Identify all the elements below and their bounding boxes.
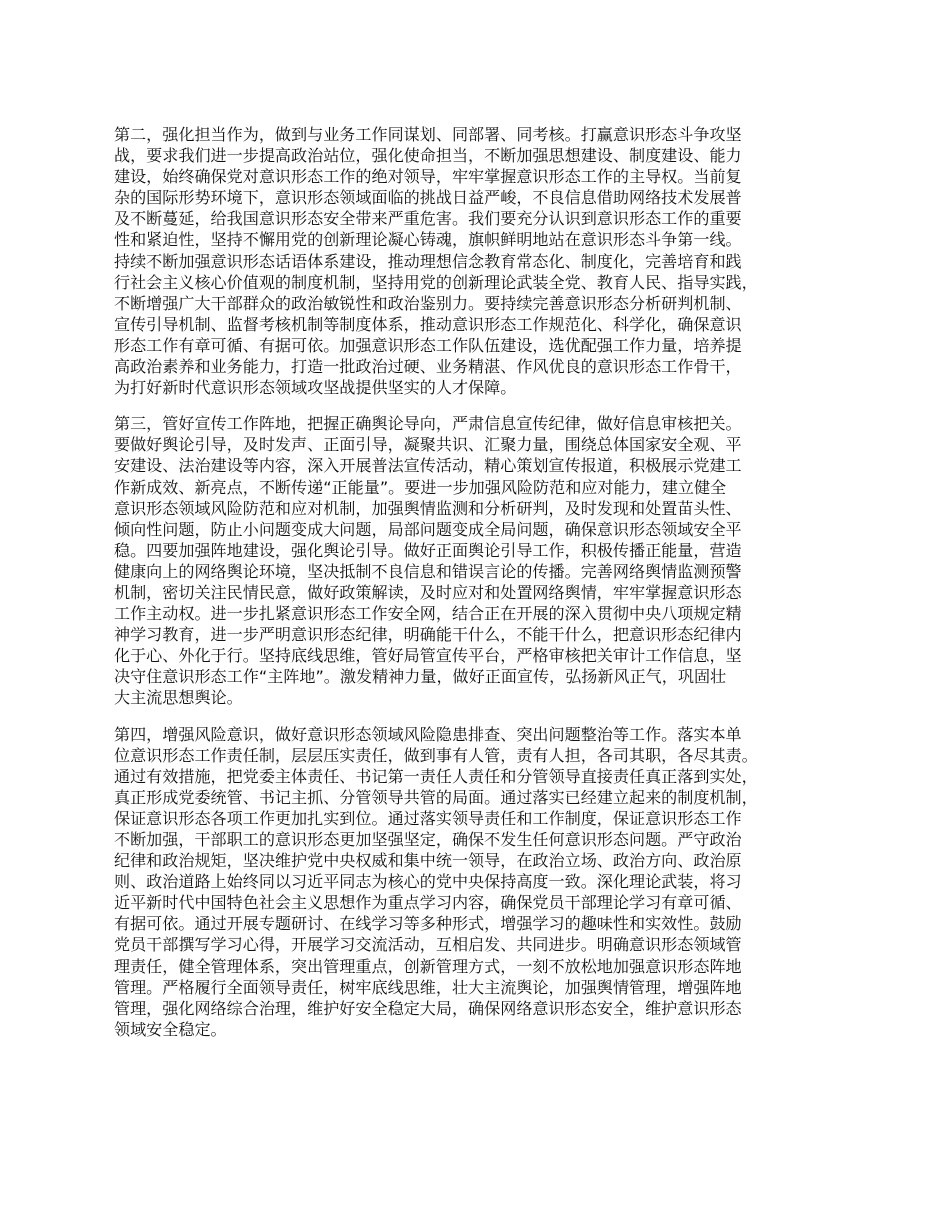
text-line: 理责任，健全管理体系，突出管理重点，创新管理方式，一刻不放松地加强意识形态阵地 [114, 956, 742, 976]
text-line: 决守住意识形态工作“主阵地”。激发精神力量，做好正面宣传，弘扬新风正气，巩固壮 [114, 667, 727, 687]
text-line: 健康向上的网络舆论环境，坚决抵制不良信息和错误言论的传播。完善网络舆情监测预警 [114, 561, 742, 581]
text-line: 为打好新时代意识形态领域攻坚战提供坚实的人才保障。 [114, 378, 517, 398]
text-line: 神学习教育，进一步严明意识形态纪律，明确能干什么，不能干什么，把意识形态纪律内 [114, 625, 742, 645]
text-line: 化于心、外化于行。坚持底线思维，管好局管宣传平台，严格审核把关审计工作信息，坚 [114, 646, 742, 666]
text-line: 宣传引导机制、监督考核机制等制度体系，推动意识形态工作规范化、科学化，确保意识 [114, 314, 742, 334]
text-line: 高政治素养和业务能力，打造一批政治过硬、业务精湛、作风优良的意识形态工作骨干， [114, 357, 742, 377]
text-line: 管理，强化网络综合治理，维护好安全稳定大局，确保网络意识形态安全，维护意识形态 [114, 998, 742, 1018]
text-line: 稳。四要加强阵地建设，强化舆论引导。做好正面舆论引导工作，积极传播正能量，营造 [114, 540, 742, 560]
text-line: 行社会主义核心价值观的制度机制，坚持用党的创新理论武装全党、教育人民、指导实践， [114, 272, 758, 292]
paragraph-second [114, 124, 858, 398]
text-line: 领域安全稳定。 [114, 1019, 227, 1039]
text-line: 纪律和政治规矩，坚决维护党中央权威和集中统一领导，在政治立场、政治方向、政治原 [114, 851, 742, 871]
text-line: 通过有效措施，把党委主体责任、书记第一责任人责任和分管领导直接责任真正落到实处， [114, 766, 758, 786]
text-line: 形态工作有章可循、有据可依。加强意识形态工作队伍建设，选优配强工作力量，培养提 [114, 335, 742, 355]
text-line: 作新成效、新亮点，不断传递“正能量”。要进一步加强风险防范和应对能力，建立健全 [114, 477, 727, 497]
text-line: 工作主动权。进一步扎紧意识形态工作安全网，结合正在开展的深入贯彻中央八项规定精 [114, 604, 742, 624]
text-line: 持续不断加强意识形态话语体系建设，推动理想信念教育常态化、制度化，完善培育和践 [114, 251, 742, 271]
text-line: 第二，强化担当作为，做到与业务工作同谋划、同部署、同考核。打赢意识形态斗争攻坚 [114, 125, 742, 144]
text-line: 意识形态领域风险防范和应对机制，加强舆情监测和分析研判，及时发现和处置苗头性、 [114, 498, 742, 518]
text-line: 不断增强广大干部群众的政治敏锐性和政治鉴别力。要持续完善意识形态分析研判机制、 [114, 293, 742, 313]
text-line: 近平新时代中国特色社会主义思想作为重点学习内容，确保党员干部理论学习有章可循、 [114, 893, 742, 913]
text-line: 则、政治道路上始终同以习近平同志为核心的党中央保持高度一致。深化理论武装，将习 [114, 872, 742, 892]
text-line: 管理。严格履行全面领导责任，树牢底线思维，壮大主流舆论，加强舆情管理，增强阵地 [114, 977, 742, 997]
text-line: 大主流思想舆论。 [114, 688, 243, 708]
text-line: 保证意识形态各项工作更加扎实到位。通过落实领导责任和工作制度，保证意识形态工作 [114, 808, 742, 828]
text-line: 位意识形态工作责任制，层层压实责任，做到事有人管，责有人担，各司其职，各尽其责。 [114, 745, 758, 765]
text-line: 倾向性问题，防止小问题变成大问题，局部问题变成全局问题，确保意识形态领域安全平 [114, 519, 742, 539]
text-line: 党员干部撰写学习心得，开展学习交流活动，互相启发、共同进步。明确意识形态领域管 [114, 935, 742, 955]
text-line: 安建设、法治建设等内容，深入开展普法宣传活动，精心策划宣传报道，积极展示党建工 [114, 456, 742, 476]
text-line: 要做好舆论引导，及时发声、正面引导，凝聚共识、汇聚力量，围绕总体国家安全观、平 [114, 435, 742, 455]
paragraph-fourth [114, 724, 858, 1040]
text-line: 杂的国际形势环境下，意识形态领域面临的挑战日益严峻，不良信息借助网络技术发展普 [114, 188, 742, 208]
text-line: 有据可依。通过开展专题研讨、在线学习等多种形式，增强学习的趣味性和实效性。鼓励 [114, 914, 742, 934]
text-line: 机制，密切关注民情民意，做好政策解读，及时应对和处置网络舆情，牢牢掌握意识形态 [114, 582, 742, 602]
text-line: 战，要求我们进一步提高政治站位，强化使命担当，不断加强思想建设、制度建设、能力 [114, 146, 742, 166]
paragraph-third [114, 413, 858, 708]
text-line: 第四，增强风险意识，做好意识形态领域风险隐患排查、突出问题整治等工作。落实本单 [114, 724, 742, 744]
text-line: 不断加强，干部职工的意识形态更加坚强坚定，确保不发生任何意识形态问题。严守政治 [114, 830, 742, 849]
text-line: 建设，始终确保党对意识形态工作的绝对领导，牢牢掌握意识形态工作的主导权。当前复 [114, 167, 742, 187]
text-line: 及不断蔓延，给我国意识形态安全带来严重危害。我们要充分认识到意识形态工作的重要 [114, 209, 742, 229]
text-line: 真正形成党委统管、书记主抓、分管领导共管的局面。通过落实已经建立起来的制度机制， [114, 787, 758, 807]
text-line: 性和紧迫性，坚持不懈用党的创新理论凝心铸魂，旗帜鲜明地站在意识形态斗争第一线。 [114, 230, 742, 250]
document-body [114, 124, 858, 1055]
text-line: 第三，管好宣传工作阵地，把握正确舆论导向，严肃信息宣传纪律，做好信息审核把关。 [114, 414, 742, 434]
